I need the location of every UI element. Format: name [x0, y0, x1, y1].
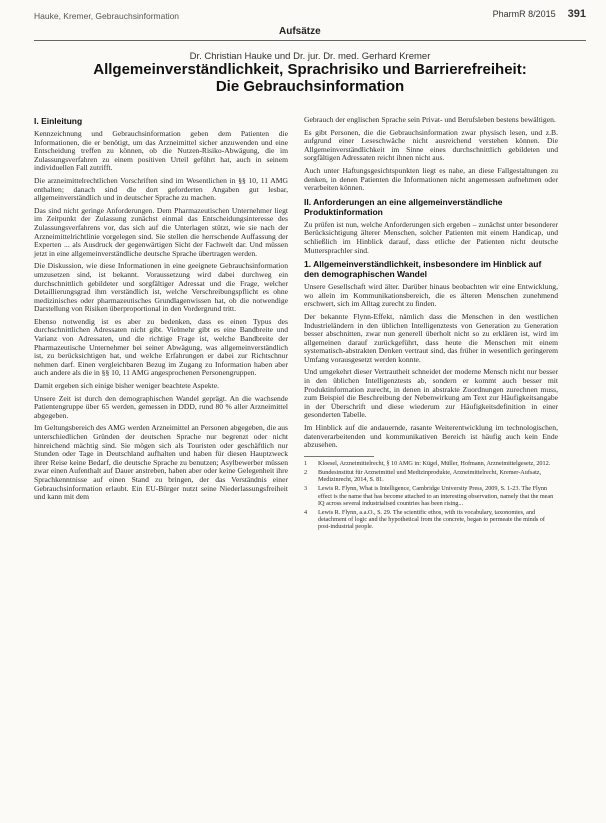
- footnote-rule: [304, 456, 374, 457]
- paragraph: Auch unter Haftungsgesichtspunkten liegt es nahe, an diese Fallgestaltungen zu denken, in denen Patienten die Informationen nicht angemessen aufnehmen oder verarbeiten können.: [304, 165, 558, 193]
- header-left: Hauke, Kremer, Gebrauchsinformation: [34, 11, 180, 21]
- paragraph: Das sind nicht geringe Anforderungen. Dem Pharmazeutischen Unternehmer liegt im Zeitpunkt der Zulassung zunächst einmal das Entscheidungsinteresse des Zulassungsverfahrens vor, das sich auf die Unterlagen stützt, wie sie nach der Arzneimittelrichtlinie vorgelegen sind. Sie stellen die herrschende Auffassung der Experten ... als Ausdruck der gegenwärtigen Sicht der Fachwelt dar. Und müssen jetzt in eine allgemeinverständliche deutsche Sprache übertragen werden.: [34, 205, 288, 258]
- paragraph: Ebenso notwendig ist es aber zu bedenken, dass es einen Typus des durchschnittlichen Adressaten nicht gibt. Vielmehr gibt es eine Bandbreite und Varianz von Adressaten, und die richtige Frage ist, welche Bandbreite der Pharmazeutische Unternehmer bei seiner Abwägung, was allgemeinverständlich ist, zu berücksichtigen hat, und welche Erfahrungen er dabei zur Richtschnur nehmen darf. Einen vergleichbaren Bezug im Zugang zu Information haben aber auch andere als die in §§ 10, 11 AMG angesprochenen Personengruppen.: [34, 316, 288, 378]
- running-header: [34, 6, 586, 24]
- left-column: [34, 116, 288, 506]
- paragraph: Die arzneimittelrechtlichen Vorschriften sind im Wesentlichen in §§ 10, 11 AMG enthalten; danach sind die dort geforderten Angaben gut lesbar, allgemeinverständlich und in deutscher Sprache zu machen.: [34, 175, 288, 203]
- paragraph: Und umgekehrt dieser Vertrautheit schneidet der moderne Mensch nicht nur besser in den üblichen Intelligenztests ab, sondern er kommt auch besser mit Produktinformation zurecht, in denen in abstrakte Zuordnungen zurechnen muss, zum Beispiel die Beschreibung der Nebenwirkung am Text zur Häufigkeitsangabe in der Überschrift und diese wiederum zur Häufigkeitsdefinition in einer gesonderten Tabelle.: [304, 367, 558, 420]
- journal-issue: PharmR 8/2015: [492, 9, 556, 19]
- title-line-1: Allgemeinverständlichkeit, Sprachrisiko und Barrierefreiheit:: [93, 61, 527, 78]
- article-title: [34, 61, 586, 95]
- title-line-2: Die Gebrauchsinformation: [215, 78, 405, 95]
- paragraph: Gebrauch der englischen Sprache sein Privat- und Berufsleben bestens bewältigen.: [304, 115, 556, 124]
- paragraph: Der bekannte Flynn-Effekt, nämlich dass die Menschen in den westlichen Industrieländern in den üblichen Intelligenztests von Generation zu Generation besser abschnitten, zwar nun generell überholt nicht so zu erklären ist, wird im allgemeinen darauf zurückgeführt, dass heute die Menschen mit einem systematisch-abstrakten Denken vertraut sind, das früher in wesentlich geringerem Umfang vorausgesetzt werden konnte.: [304, 311, 558, 364]
- footnote: 1 Kloesel, Arzneimittelrecht, § 10 AMG in: Kügel, Müller, Hofmann, Arzneimittelgesetz, 2012.: [304, 459, 551, 467]
- paragraph: Im Hinblick auf die andauernde, rasante Weiterentwicklung im technologischen, datenverarbeitenden und kommunikativen Bereich ist häufig auch kein Ende abzusehen.: [304, 423, 558, 450]
- paragraph: Unsere Gesellschaft wird älter. Darüber hinaus beobachten wir eine Entwicklung, wo allein im Kommunikationsbereich, die es älteren Menschen zunehmend erschwert, sich im Alltag zurecht zu finden.: [304, 282, 558, 309]
- footnote: 4 Lewis R. Flynn, a.a.O., S. 29. The scientific ethos, with its vocabulary, taxonomies, and detachment of logic and the hypothetical from the concrete, began to permeate the minds of post-industrial people.: [304, 509, 545, 531]
- paragraph: Zu prüfen ist nun, welche Anforderungen sich ergeben – zunächst unter besonderer Berücksichtigung älterer Menschen, solcher Patienten mit einem Handicap, und schließlich im Hinblick darauf, dass etliche der Patienten nicht deutsche Muttersprachler sind.: [304, 219, 558, 255]
- header-rule: [34, 40, 586, 41]
- heading-demographic: 1. Allgemeinverständlichkeit, insbesondere im Hinblick auf den demographischen Wandel: [304, 259, 542, 280]
- authors: Dr. Christian Hauke und Dr. jur. Dr. med. Gerhard Kremer: [189, 51, 431, 62]
- footnote: 2 Bundesinstitut für Arzneimittel und Medizinprodukte, Arzneimittelrecht, Kremer-Aufsatz, Medizinrecht, 2014, S. 81.: [304, 469, 542, 484]
- heading-introduction: I. Einleitung: [34, 116, 83, 126]
- page-number: 391: [567, 8, 586, 20]
- paragraph: Damit ergeben sich einige bisher weniger beachtete Aspekte.: [34, 381, 219, 391]
- paragraph: Die Diskussion, wie diese Informationen in eine geeignete Gebrauchsinformation umzusetzen sind, ist bekannt. Voraussetzung wird dabei durchweg ein durchschnittlich gebildeter und sorgfältiger Adressat und die Frage, welcher Detaillierungsgrad ihm verständlich ist, welche Verschreibungspflicht es ohne medizinisches oder pharmazeutisches Grundlagenwissen hat, ob die notwendige Darstellung von Risiken überproportional in den Vordergrund tritt.: [34, 261, 288, 314]
- paragraph: Unsere Zeit ist durch den demographischen Wandel geprägt. An die wachsende Patientengruppe über 65 werden, gemessen in DDD, rund 80 % aller Arzneimittel abgegeben.: [34, 393, 288, 420]
- heading-requirements: II. Anforderungen an eine allgemeinverständliche Produktinformation: [304, 196, 503, 217]
- section-label: Aufsätze: [279, 26, 321, 37]
- header-right: [493, 8, 586, 20]
- footnote: 3 Lewis R. Flynn, What is Intelligence, Cambridge University Press, 2009, S. 1-23. The Flynn effect is the name that has become attached to an interesting observation, namely that the mean IQ across several industrialised countries has been rising...: [304, 485, 554, 507]
- paragraph: Im Geltungsbereich des AMG werden Arzneimittel an Personen abgegeben, die aus unterschiedlichen Gründen der deutschen Sprache nur begrenzt oder nicht hinreichend mächtig sind. Sie mögen sich als Touristen oder geschäftlich nur Stunden oder Tage in Deutschland aufhalten und haben für diesen Hauptzweck ihrer Reise keine Bedarf, die deutsche Sprache zu benutzen; Asylbewerber müssen zwar einen Aufenthalt auf Dauer anstreben, haben aber oder keine Gelegenheit ihre Sprachkenntnisse auf einen Stand zu bringen, der das Verständnis einer Gebrauchsinformation erlaubt. Ein EU-Bürger nutzt seine Niederlassungsfreiheit und kann mit dem: [34, 423, 288, 502]
- paragraph: Kennzeichnung und Gebrauchsinformation geben dem Patienten die Informationen, die er benötigt, um das Arzneimittel sicher anzuwenden und eine Entscheidung treffen zu können, ob die Nutzen-Risiko-Abwägung, die im Zulassungsverfahren zu einem positiven Urteil geführt hat, auch in seinem individuellen Fall zutrifft.: [34, 129, 288, 173]
- right-column: [304, 116, 558, 533]
- paragraph: Es gibt Personen, die die Gebrauchsinformation zwar physisch lesen, und z.B. aufgrund einer Leseschwäche nicht ausreichend verstehen können. Die Allgemeinverständlichkeit im Sinne eines durchschnittlich gebildeten und sorgfältigen Adressaten reicht ihnen nicht aus.: [304, 127, 558, 163]
